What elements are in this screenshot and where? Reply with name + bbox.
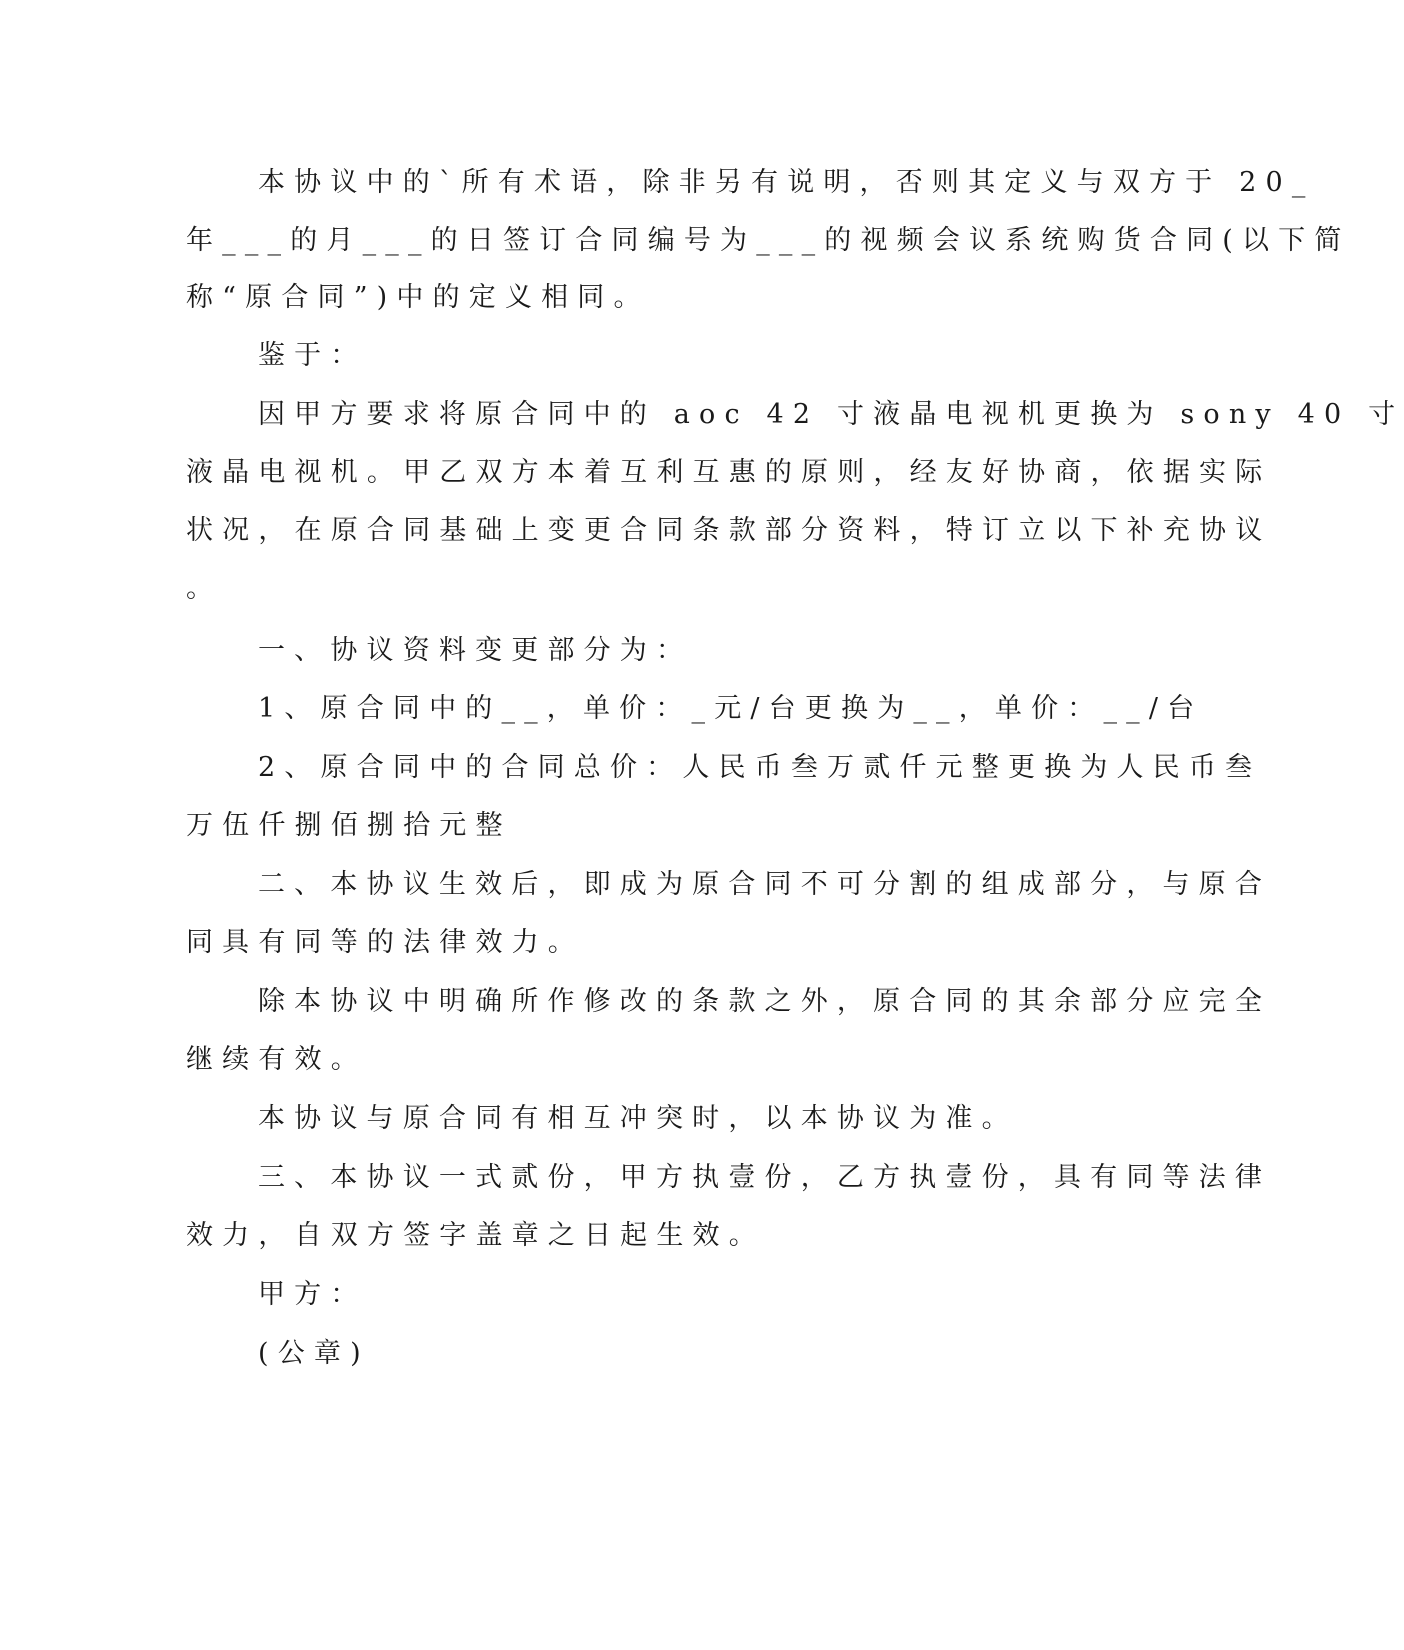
paragraph-reason-line-2: 液晶电视机。甲乙双方本着互利互惠的原则，经友好协商，依据实际	[186, 457, 1272, 488]
paragraph-remainder-line-1: 除本协议中明确所作修改的条款之外，原合同的其余部分应完全	[258, 986, 1272, 1017]
section-three-line-1: 三、本协议一式贰份，甲方执壹份，乙方执壹份，具有同等法律	[258, 1162, 1272, 1193]
item-2-line-1: 2、原合同中的合同总价：人民币叁万贰仟元整更换为人民币叁	[258, 752, 1262, 783]
section-two-line-1: 二、本协议生效后，即成为原合同不可分割的组成部分，与原合	[258, 869, 1272, 900]
paragraph-reason-line-1: 因甲方要求将原合同中的 aoc 42 寸液晶电视机更换为 sony 40 寸	[258, 399, 1404, 430]
official-seal-label: (公章)	[258, 1338, 370, 1369]
paragraph-reason-line-4: 。	[186, 573, 223, 604]
item-1: 1、原合同中的__，单价：_元/台更换为__，单价：__/台	[258, 693, 1204, 724]
paragraph-terms-line-2: 年___的月___的日签订合同编号为___的视频会议系统购货合同(以下简	[186, 225, 1351, 256]
section-one-heading: 一、协议资料变更部分为：	[258, 635, 693, 666]
paragraph-terms-line-1: 本协议中的`所有术语，除非另有说明，否则其定义与双方于 20_	[258, 167, 1315, 198]
item-2-line-2: 万伍仟捌佰捌拾元整	[186, 810, 512, 841]
paragraph-reason-line-3: 状况，在原合同基础上变更合同条款部分资料，特订立以下补充协议	[186, 515, 1272, 546]
paragraph-conflict: 本协议与原合同有相互冲突时，以本协议为准。	[258, 1103, 1018, 1134]
paragraph-terms-line-3: 称“原合同”)中的定义相同。	[186, 282, 650, 313]
section-three-line-2: 效力，自双方签字盖章之日起生效。	[186, 1220, 765, 1251]
section-two-line-2: 同具有同等的法律效力。	[186, 927, 584, 958]
paragraph-remainder-line-2: 继续有效。	[186, 1044, 367, 1075]
party-a-label: 甲方：	[258, 1279, 367, 1310]
whereas-heading: 鉴于：	[258, 340, 367, 371]
